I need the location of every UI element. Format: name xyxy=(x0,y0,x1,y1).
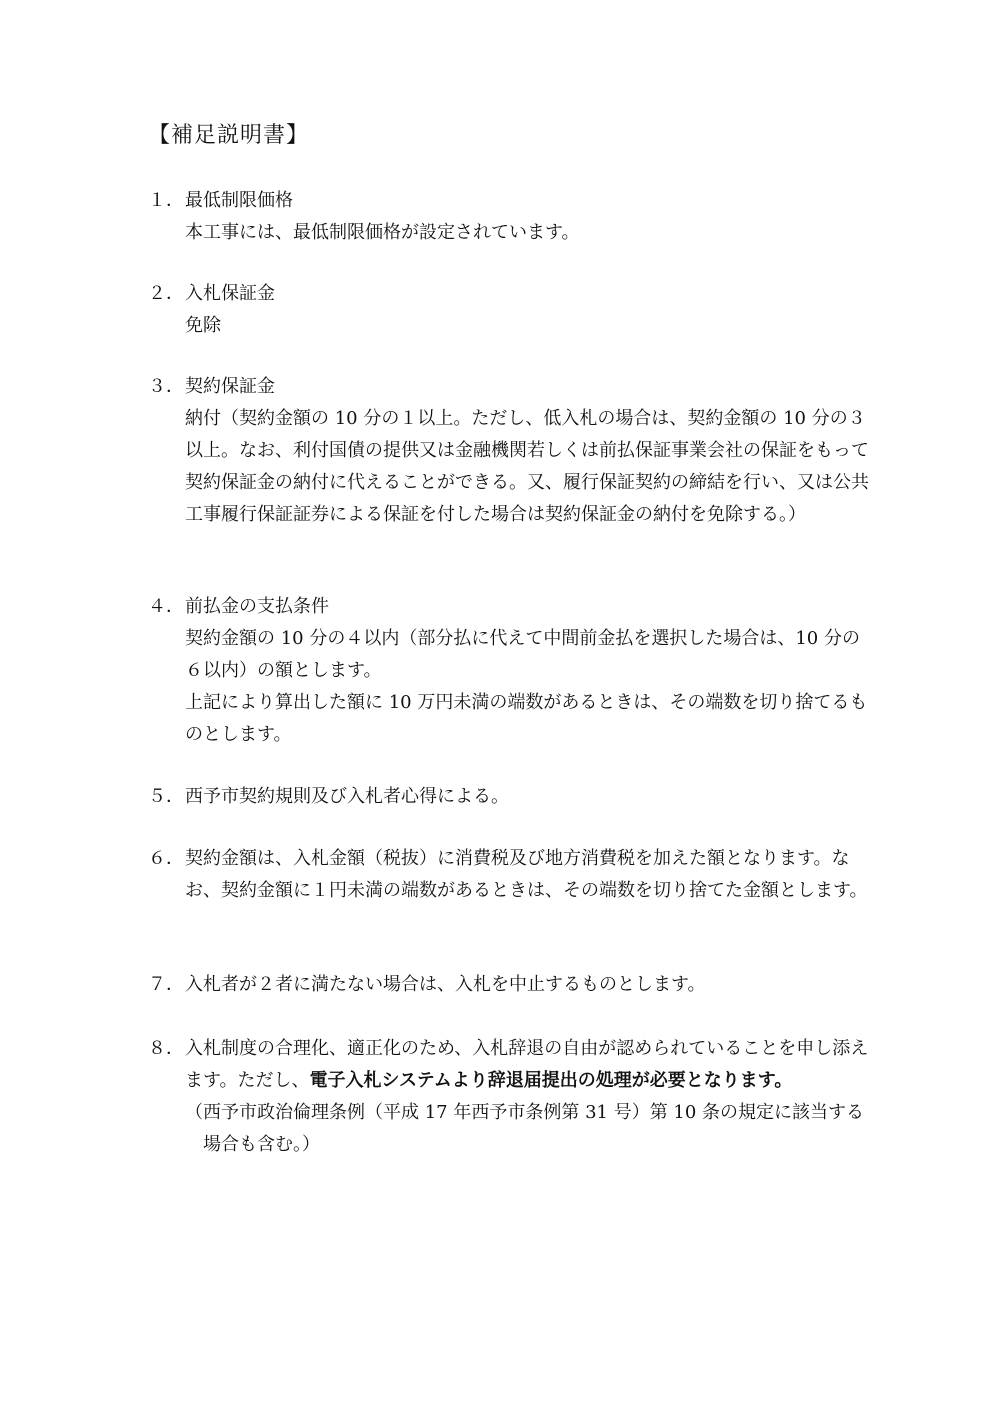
section-number: ６． xyxy=(148,848,184,869)
section-text: 入札制度の合理化、適正化のため、入札辞退の自由が認められていることを申し添えます。ただし、 xyxy=(185,1038,869,1091)
section-note: （西予市政治倫理条例（平成 17 年西予市条例第 31 号）第 10 条の規定に該当する場合も含む。） xyxy=(185,1102,865,1155)
section-7 xyxy=(148,969,873,1001)
section-body: 免除 xyxy=(185,315,221,336)
section-4 xyxy=(148,591,873,751)
section-6 xyxy=(148,843,873,907)
section-number: ５． xyxy=(148,786,184,807)
section-text: 入札者が２者に満たない場合は、入札を中止するものとします。 xyxy=(185,974,706,995)
section-1 xyxy=(148,185,873,249)
section-body: 上記により算出した額に 10 万円未満の端数があるときは、その端数を切り捨てるものとします。 xyxy=(185,692,868,745)
section-3 xyxy=(148,371,873,531)
section-body: 本工事には、最低制限価格が設定されています。 xyxy=(185,222,580,243)
section-number: ７． xyxy=(148,974,184,995)
section-heading: 契約保証金 xyxy=(185,376,275,397)
section-text: 西予市契約規則及び入札者心得による。 xyxy=(185,786,509,807)
section-number: ３． xyxy=(148,376,184,397)
section-8 xyxy=(148,1033,873,1161)
section-body: 契約金額の 10 分の４以内（部分払に代えて中間前金払を選択した場合は、10 分の６以内）の額とします。 xyxy=(185,628,860,681)
section-2 xyxy=(148,278,873,342)
section-number: ２． xyxy=(148,283,184,304)
section-5 xyxy=(148,781,873,813)
document-title: 【補足説明書】 xyxy=(148,123,310,148)
section-emphasis: 電子入札システムより辞退届提出の処理が必要となります。 xyxy=(309,1070,793,1091)
section-number: ８． xyxy=(148,1038,184,1059)
section-number: ４． xyxy=(148,596,184,617)
section-heading: 入札保証金 xyxy=(185,283,275,304)
section-text: 契約金額は、入札金額（税抜）に消費税及び地方消費税を加えた額となります。なお、契約金額に１円未満の端数があるときは、その端数を切り捨てた金額とします。 xyxy=(185,848,868,901)
section-body: 納付（契約金額の 10 分の１以上。ただし、低入札の場合は、契約金額の 10 分の３以上。なお、利付国債の提供又は金融機関若しくは前払保証事業会社の保証をもって契約保証金の納付に代えることができる。又、履行保証契約の締結を行い、又は公共工事履行保証証券による保証を付した場合は契約保証金の納付を免除する。） xyxy=(185,408,869,525)
section-number: １． xyxy=(148,190,184,211)
section-heading: 最低制限価格 xyxy=(185,190,293,211)
section-heading: 前払金の支払条件 xyxy=(185,596,329,617)
